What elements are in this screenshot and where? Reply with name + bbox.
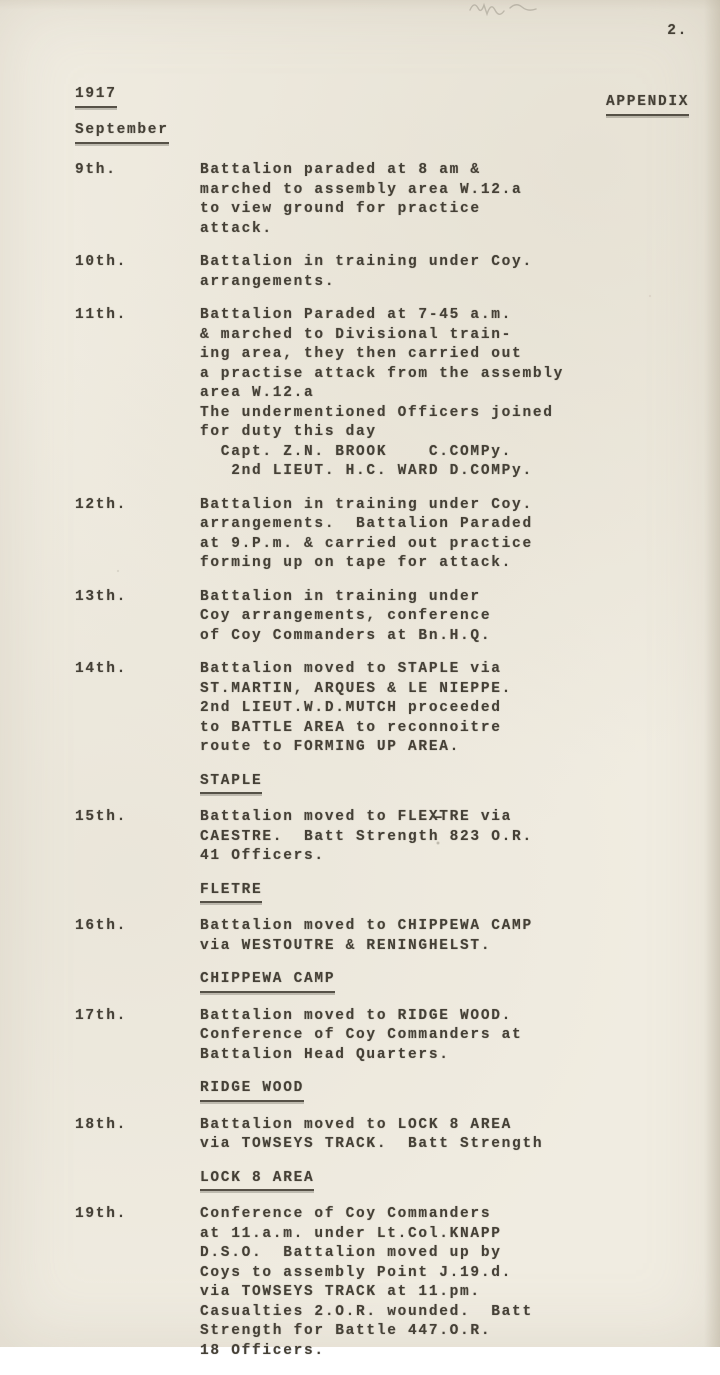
entry-line: Battalion moved to STAPLE via [200,661,502,677]
location-heading-text: CHIPPEWA CAMP [200,970,335,993]
entry-text [200,161,522,239]
diary-entry [75,1116,720,1155]
entry-line: Coy arrangements, conference [200,608,492,624]
entry-text [200,1007,522,1066]
diary-entries [0,161,720,1375]
entry-line: & marched to Divisional train- [200,326,513,343]
entry-date: 18th. [75,1116,128,1133]
entry-line: for duty this day [200,424,377,440]
month-heading: September [75,121,169,144]
entry-line: ing area, they then carried out [200,346,523,362]
entry-line: Capt. Z.N. BROOK C.COMPy. [200,443,513,460]
entry-line: 18 Officers. [200,1342,325,1359]
entry-line: 2nd LIEUT.W.D.MUTCH proceeded [200,700,502,716]
location-heading [200,1169,720,1192]
location-heading [200,1079,720,1102]
entry-line: Battalion in training under Coy. [200,254,533,270]
entry-line: arrangements. Battalion Paraded [200,516,533,532]
entry-line: ST.MARTIN, ARQUES & LE NIEPPE. [200,680,513,697]
entry-date: 19th. [75,1206,128,1222]
entry-line: Battalion Head Quarters. [200,1046,450,1063]
diary-entry [75,1007,720,1066]
entry-line: via TOWSEYS TRACK. Batt Strength [200,1136,544,1152]
entry-date: 9th. [75,162,117,178]
diary-entry [75,306,720,482]
entry-line: forming up on tape for attack. [200,555,513,571]
pencil-mark [468,0,548,18]
entry-date: 17th. [75,1007,128,1024]
diary-entry [75,1205,720,1361]
diary-entry [75,917,720,956]
entry-line: area W.12.a [200,385,315,401]
location-heading-text: LOCK 8 AREA [200,1169,314,1192]
entry-line: Casualties 2.O.R. wounded. Batt [200,1303,533,1320]
location-heading [200,970,720,993]
entry-text [200,917,533,956]
entry-line: Battalion moved to LOCK 8 AREA [200,1116,513,1133]
entry-line: 2nd LIEUT. H.C. WARD D.COMPy. [200,463,533,479]
entry-date: 11th. [75,307,128,323]
entry-line: Battalion in training under [200,588,481,605]
entry-line: at 9.P.m. & carried out practice [200,535,533,552]
entry-text [200,253,533,292]
entry-text [200,808,533,867]
entry-line: Battalion paraded at 8 am & [200,162,481,178]
diary-entry [75,808,720,867]
page-number: 2. [667,23,688,39]
entry-line: via WESTOUTRE & RENINGHELST. [200,937,492,954]
diary-entry [75,496,720,574]
entry-line: attack. [200,220,273,237]
entry-text [200,588,491,647]
entry-line: Battalion moved to FLEX̶TRE via [200,809,513,825]
entry-line: D.S.O. Battalion moved up by [200,1245,502,1261]
entry-line: Strength for Battle 447.O.R. [200,1323,492,1339]
entry-line: Conference of Coy Commanders [200,1206,492,1222]
location-heading-text: RIDGE WOOD [200,1079,304,1102]
entry-line: CAESTRE. Batt Strength 823 O.R. [200,828,533,845]
entry-line: Battalion in training under Coy. [200,496,533,513]
entry-line: route to FORMING UP AREA. [200,739,461,755]
entry-text [200,660,512,758]
location-heading-text: FLETRE [200,881,262,904]
entry-line: via TOWSEYS TRACK at 11.pm. [200,1284,481,1300]
year-heading: 1917 [75,85,117,108]
entry-line: at 11.a.m. under Lt.Col.KNAPP [200,1225,502,1242]
entry-line: of Coy Commanders at Bn.H.Q. [200,627,492,644]
location-heading-text: STAPLE [200,772,262,795]
location-heading [200,772,720,795]
entry-date: 16th. [75,918,128,934]
location-heading [200,881,720,904]
entry-date: 12th. [75,496,128,513]
entry-line: to view ground for practice [200,201,481,217]
diary-entry [75,161,720,239]
entry-date: 14th. [75,661,128,677]
entry-date: 15th. [75,809,128,825]
entry-line: marched to assembly area W.12.a [200,181,523,198]
entry-line: The undermentioned Officers joined [200,404,554,421]
entry-line: 41 Officers. [200,848,325,864]
entry-date: 13th. [75,588,128,605]
entry-line: Battalion Paraded at 7-45 a.m. [200,307,513,323]
entry-text [200,496,533,574]
entry-text [200,1116,543,1155]
entry-line: Conference of Coy Commanders at [200,1027,523,1043]
entry-line: to BATTLE AREA to reconnoitre [200,719,502,736]
entry-line: Battalion moved to RIDGE WOOD. [200,1007,513,1024]
entry-date: 10th. [75,254,128,270]
appendix-heading: APPENDIX [606,93,689,116]
entry-text [200,306,564,482]
entry-line: a practise attack from the assembly [200,365,565,382]
entry-text [200,1205,533,1361]
diary-entry [75,253,720,292]
entry-line: Coys to assembly Point J.19.d. [200,1264,513,1281]
diary-entry [75,660,720,758]
entry-line: arrangements. [200,273,336,290]
entry-line: Battalion moved to CHIPPEWA CAMP [200,918,533,934]
diary-entry [75,588,720,647]
